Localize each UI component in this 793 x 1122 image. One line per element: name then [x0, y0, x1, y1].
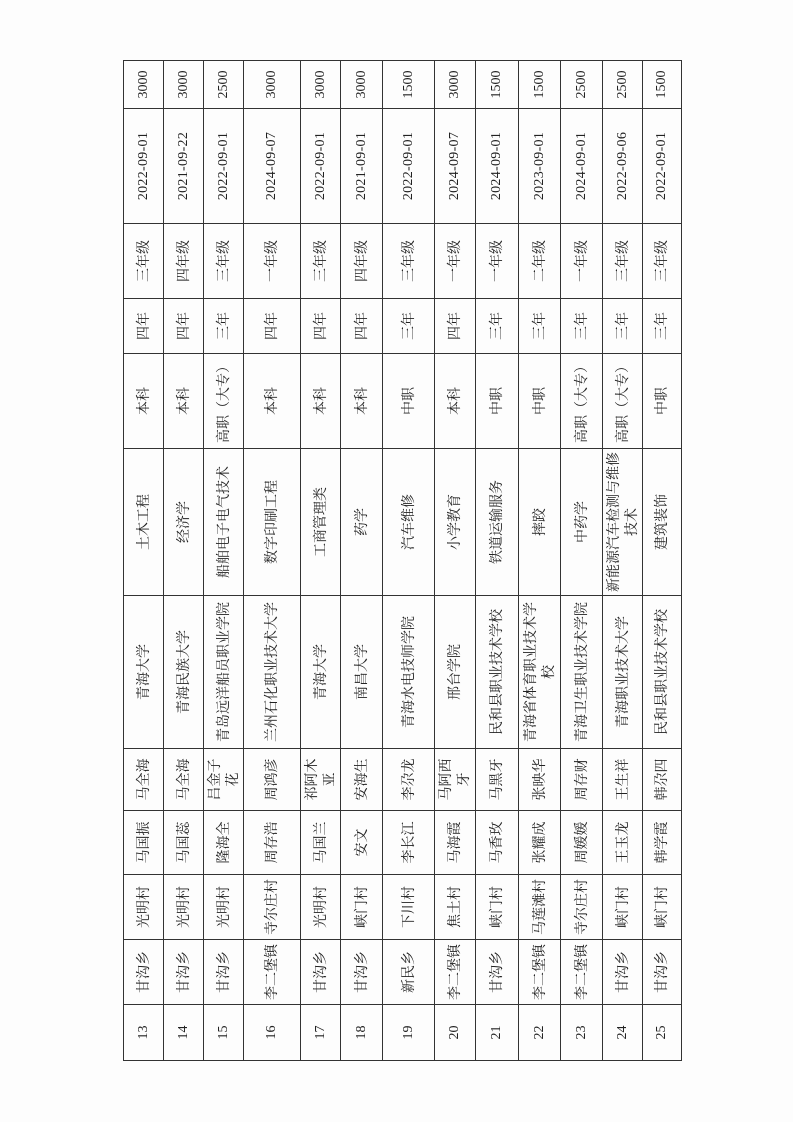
grade-cell: 一年级 [476, 224, 519, 299]
amount-cell: 1500 [383, 61, 435, 109]
amount-cell: 1500 [643, 61, 682, 109]
amount-cell: 3000 [435, 61, 476, 109]
date-cell: 2023-09-01 [519, 109, 561, 224]
parent-cell: 周存浩 [244, 811, 301, 875]
village-cell: 寺尔庄村 [561, 875, 603, 940]
school-cell: 邢台学院 [435, 596, 476, 749]
student-cell: 马全海 [164, 749, 204, 811]
student-cell: 安海生 [341, 749, 383, 811]
date-cell: 2024-09-01 [476, 109, 519, 224]
date-cell: 2024-09-07 [435, 109, 476, 224]
major-cell: 工商管理类 [301, 449, 341, 596]
student-cell: 祁阿木亚 [301, 749, 341, 811]
row-number: 13 [124, 1005, 164, 1061]
duration-cell: 四年 [244, 299, 301, 354]
table-row [476, 61, 519, 1061]
amount-cell: 3000 [164, 61, 204, 109]
row-number: 16 [244, 1005, 301, 1061]
table-row [643, 61, 682, 1061]
town-cell: 甘沟乡 [643, 940, 682, 1005]
parent-cell: 马香玫 [476, 811, 519, 875]
amount-cell: 2500 [603, 61, 643, 109]
school-cell: 青海职业技术大学 [603, 596, 643, 749]
village-cell: 焦土村 [435, 875, 476, 940]
duration-cell: 三年 [204, 299, 244, 354]
parent-cell: 韩学霞 [643, 811, 682, 875]
town-cell: 甘沟乡 [204, 940, 244, 1005]
major-cell: 建筑装饰 [643, 449, 682, 596]
row-number: 24 [603, 1005, 643, 1061]
grade-cell: 一年级 [435, 224, 476, 299]
amount-cell: 3000 [124, 61, 164, 109]
school-cell: 民和县职业技术学校 [643, 596, 682, 749]
town-cell: 李二堡镇 [244, 940, 301, 1005]
table-row [301, 61, 341, 1061]
village-cell: 下川村 [383, 875, 435, 940]
row-number: 25 [643, 1005, 682, 1061]
major-cell: 新能源汽车检测与维修技术 [603, 449, 643, 596]
village-cell: 寺尔庄村 [244, 875, 301, 940]
duration-cell: 三年 [476, 299, 519, 354]
town-cell: 甘沟乡 [164, 940, 204, 1005]
duration-cell: 四年 [164, 299, 204, 354]
table-row [435, 61, 476, 1061]
duration-cell: 三年 [519, 299, 561, 354]
row-number: 14 [164, 1005, 204, 1061]
amount-cell: 1500 [476, 61, 519, 109]
parent-cell: 安文 [341, 811, 383, 875]
school-cell: 青海大学 [301, 596, 341, 749]
row-number: 20 [435, 1005, 476, 1061]
duration-cell: 四年 [124, 299, 164, 354]
table-body [124, 61, 682, 1061]
major-cell: 中药学 [561, 449, 603, 596]
school-cell: 民和县职业技术学校 [476, 596, 519, 749]
school-cell: 青岛远洋船员职业学院 [204, 596, 244, 749]
parent-cell: 张耀成 [519, 811, 561, 875]
village-cell: 峡门村 [643, 875, 682, 940]
amount-cell: 2500 [204, 61, 244, 109]
student-cell: 周存财 [561, 749, 603, 811]
amount-cell: 1500 [519, 61, 561, 109]
village-cell: 光明村 [164, 875, 204, 940]
grade-cell: 一年级 [244, 224, 301, 299]
table-row [383, 61, 435, 1061]
student-cell: 王生祥 [603, 749, 643, 811]
student-cell: 马阿西牙 [435, 749, 476, 811]
amount-cell: 2500 [561, 61, 603, 109]
duration-cell: 四年 [435, 299, 476, 354]
town-cell: 新民乡 [383, 940, 435, 1005]
parent-cell: 王玉龙 [603, 811, 643, 875]
student-cell: 周鸿彦 [244, 749, 301, 811]
duration-cell: 四年 [301, 299, 341, 354]
student-cell: 马全海 [124, 749, 164, 811]
duration-cell: 三年 [643, 299, 682, 354]
level-cell: 本科 [301, 354, 341, 449]
school-cell: 青海卫生职业技术学院 [561, 596, 603, 749]
date-cell: 2021-09-01 [341, 109, 383, 224]
town-cell: 李二堡镇 [561, 940, 603, 1005]
duration-cell: 三年 [603, 299, 643, 354]
student-cell: 吕金子花 [204, 749, 244, 811]
school-cell: 青海省体育职业技术学校 [519, 596, 561, 749]
level-cell: 本科 [341, 354, 383, 449]
village-cell: 峡门村 [341, 875, 383, 940]
row-number: 21 [476, 1005, 519, 1061]
row-number: 22 [519, 1005, 561, 1061]
amount-cell: 3000 [244, 61, 301, 109]
table-row [341, 61, 383, 1061]
school-cell: 青海大学 [124, 596, 164, 749]
grade-cell: 一年级 [561, 224, 603, 299]
town-cell: 甘沟乡 [341, 940, 383, 1005]
date-cell: 2024-09-01 [561, 109, 603, 224]
date-cell: 2022-09-01 [643, 109, 682, 224]
table-row [164, 61, 204, 1061]
major-cell: 摔跤 [519, 449, 561, 596]
date-cell: 2024-09-07 [244, 109, 301, 224]
village-cell: 峡门村 [603, 875, 643, 940]
student-cell: 马黑牙 [476, 749, 519, 811]
level-cell: 高职（大专） [204, 354, 244, 449]
student-cell: 张映华 [519, 749, 561, 811]
major-cell: 铁道运输服务 [476, 449, 519, 596]
major-cell: 小学教育 [435, 449, 476, 596]
major-cell: 数字印刷工程 [244, 449, 301, 596]
level-cell: 本科 [124, 354, 164, 449]
village-cell: 光明村 [301, 875, 341, 940]
row-number: 17 [301, 1005, 341, 1061]
grade-cell: 三年级 [124, 224, 164, 299]
table-row [204, 61, 244, 1061]
row-number: 23 [561, 1005, 603, 1061]
major-cell: 土木工程 [124, 449, 164, 596]
school-cell: 南昌大学 [341, 596, 383, 749]
table-row [519, 61, 561, 1061]
grade-cell: 三年级 [603, 224, 643, 299]
school-cell: 青海水电技师学院 [383, 596, 435, 749]
major-cell: 船舶电子电气技术 [204, 449, 244, 596]
date-cell: 2022-09-06 [603, 109, 643, 224]
table-row [561, 61, 603, 1061]
date-cell: 2021-09-22 [164, 109, 204, 224]
duration-cell: 三年 [383, 299, 435, 354]
level-cell: 本科 [244, 354, 301, 449]
grade-cell: 三年级 [301, 224, 341, 299]
town-cell: 甘沟乡 [301, 940, 341, 1005]
level-cell: 中职 [643, 354, 682, 449]
amount-cell: 3000 [301, 61, 341, 109]
major-cell: 药学 [341, 449, 383, 596]
school-cell: 青海民族大学 [164, 596, 204, 749]
date-cell: 2022-09-01 [383, 109, 435, 224]
row-number: 15 [204, 1005, 244, 1061]
table-row [124, 61, 164, 1061]
parent-cell: 马国振 [124, 811, 164, 875]
village-cell: 马莲滩村 [519, 875, 561, 940]
major-cell: 经济学 [164, 449, 204, 596]
level-cell: 高职（大专） [561, 354, 603, 449]
aid-recipients-table [123, 60, 682, 1061]
level-cell: 高职（大专） [603, 354, 643, 449]
table-row [603, 61, 643, 1061]
student-cell: 韩尕四 [643, 749, 682, 811]
school-cell: 兰州石化职业技术大学 [244, 596, 301, 749]
village-cell: 峡门村 [476, 875, 519, 940]
village-cell: 光明村 [124, 875, 164, 940]
grade-cell: 四年级 [164, 224, 204, 299]
town-cell: 甘沟乡 [476, 940, 519, 1005]
parent-cell: 马海霞 [435, 811, 476, 875]
major-cell: 汽车维修 [383, 449, 435, 596]
town-cell: 甘沟乡 [603, 940, 643, 1005]
grade-cell: 三年级 [383, 224, 435, 299]
student-cell: 李尕龙 [383, 749, 435, 811]
level-cell: 本科 [435, 354, 476, 449]
level-cell: 本科 [164, 354, 204, 449]
parent-cell: 李长江 [383, 811, 435, 875]
row-number: 18 [341, 1005, 383, 1061]
grade-cell: 四年级 [341, 224, 383, 299]
level-cell: 中职 [519, 354, 561, 449]
town-cell: 李二堡镇 [435, 940, 476, 1005]
duration-cell: 四年 [341, 299, 383, 354]
parent-cell: 周媛媛 [561, 811, 603, 875]
town-cell: 甘沟乡 [124, 940, 164, 1005]
parent-cell: 隆海全 [204, 811, 244, 875]
table-row [244, 61, 301, 1061]
date-cell: 2022-09-01 [301, 109, 341, 224]
town-cell: 李二堡镇 [519, 940, 561, 1005]
parent-cell: 马国蕊 [164, 811, 204, 875]
parent-cell: 马国兰 [301, 811, 341, 875]
duration-cell: 三年 [561, 299, 603, 354]
grade-cell: 三年级 [643, 224, 682, 299]
grade-cell: 二年级 [519, 224, 561, 299]
date-cell: 2022-09-01 [124, 109, 164, 224]
level-cell: 中职 [383, 354, 435, 449]
date-cell: 2022-09-01 [204, 109, 244, 224]
village-cell: 光明村 [204, 875, 244, 940]
rotated-table-container [123, 61, 670, 1061]
row-number: 19 [383, 1005, 435, 1061]
level-cell: 中职 [476, 354, 519, 449]
amount-cell: 3000 [341, 61, 383, 109]
grade-cell: 三年级 [204, 224, 244, 299]
